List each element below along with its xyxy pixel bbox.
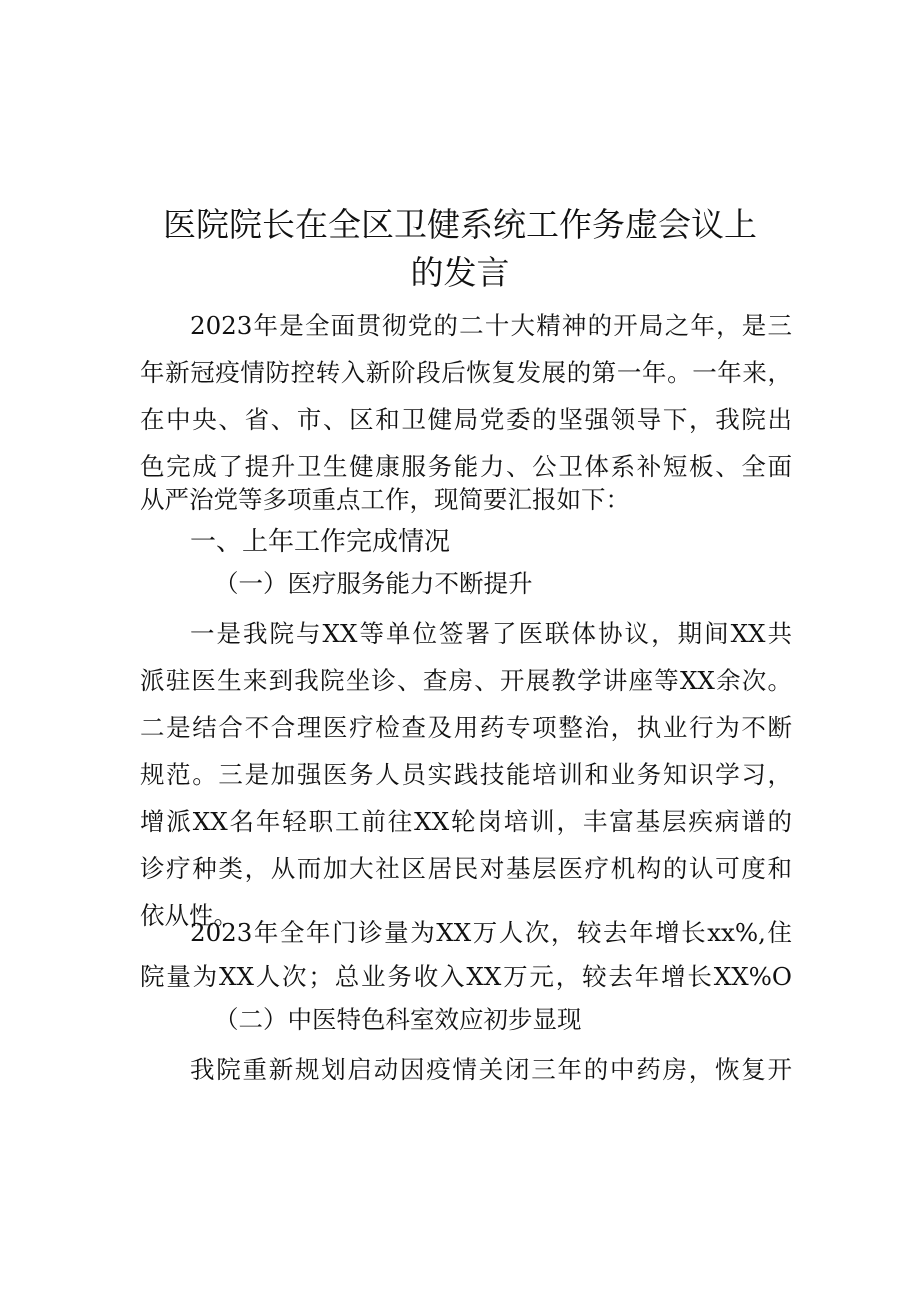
stats-line-2: 院量为XX人次；总业务收入XX万元，较去年增长XX%O [140,962,792,991]
document-title-line-1: 医院院长在全区卫健系统工作务虚会议上 [163,205,757,244]
intro-line-5: 从严治党等多项重点工作，现简要汇报如下： [140,485,630,514]
sub1-line-4: 规范。三是加强医务人员实践技能培训和业务知识学习， [140,760,792,789]
stats-line-1: 2023年全年门诊量为XX万人次，较去年增长xx%,住 [190,918,792,947]
sub1-line-3: 二是结合不合理医疗检查及用药专项整治，执业行为不断 [140,713,792,742]
intro-line-4: 色完成了提升卫生健康服务能力、公卫体系补短板、全面 [140,452,792,481]
intro-line-1: 2023年是全面贯彻党的二十大精神的开局之年，是三 [190,311,792,340]
sub1-line-6: 诊疗种类，从而加大社区居民对基层医疗机构的认可度和 [140,854,792,883]
sub1-line-7: 依从性。 [140,901,238,930]
subheading-2: （二）中医特色科室效应初步显现 [214,1005,582,1034]
document-title-line-2: 的发言 [410,253,510,292]
subheading-1: （一）医疗服务能力不断提升 [214,569,533,598]
sub1-line-1: 一是我院与XX等单位签署了医联体协议，期间XX共 [190,619,792,648]
intro-line-2: 年新冠疫情防控转入新阶段后恢复发展的第一年。一年来， [140,358,792,387]
sub1-line-2: 派驻医生来到我院坐诊、查房、开展教学讲座等XX余次。 [140,666,792,695]
section-heading-1: 一、上年工作完成情况 [190,527,451,557]
sub2-line-1: 我院重新规划启动因疫情关闭三年的中药房，恢复开 [190,1055,792,1084]
intro-line-3: 在中央、省、市、区和卫健局党委的坚强领导下，我院出 [140,405,792,434]
sub1-line-5: 增派XX名年轻职工前往XX轮岗培训，丰富基层疾病谱的 [140,807,792,836]
